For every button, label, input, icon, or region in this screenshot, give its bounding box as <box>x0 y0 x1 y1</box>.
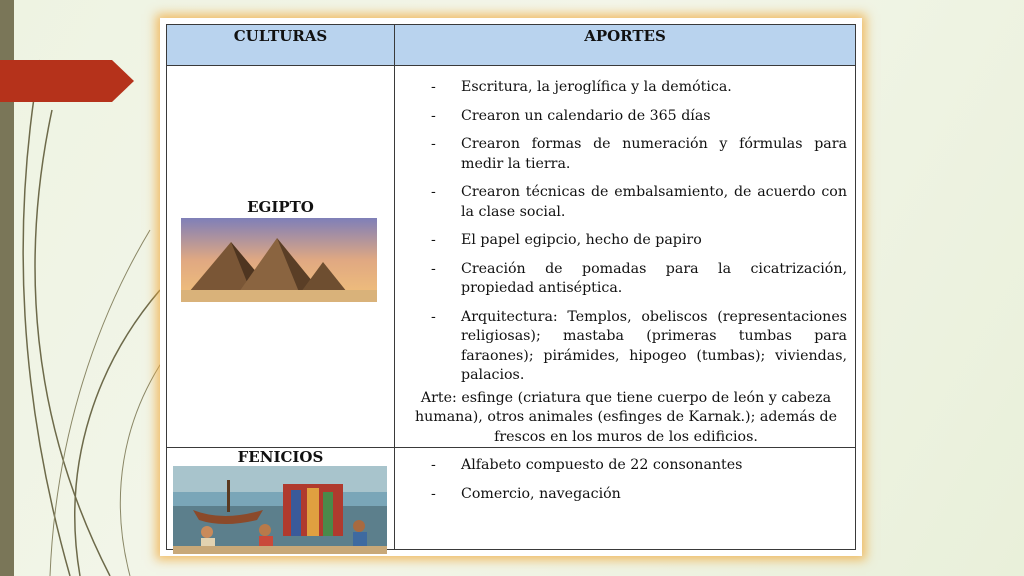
list-item: - Alfabeto compuesto de 22 consonantes <box>431 457 743 473</box>
table-card <box>160 18 862 556</box>
culture-name: FENICIOS <box>237 448 324 466</box>
pyramids-photo <box>181 218 377 302</box>
culture-cell-egipto <box>167 66 395 448</box>
contributions-list <box>395 66 855 386</box>
table-row-egipto <box>167 66 856 448</box>
cultures-table <box>166 24 856 550</box>
contributions-cell-fenicios <box>395 448 856 550</box>
list-item: - Creación de pomadas para la cicatrización, propiedad antiséptica. <box>431 260 847 296</box>
list-item: - Comercio, navegación <box>431 485 621 502</box>
phoenician-harbor-painting <box>173 466 387 554</box>
header-culturas: CULTURAS <box>167 25 395 66</box>
slide-arrow-marker <box>0 60 134 102</box>
list-item: - Arquitectura: Templos, obeliscos (representaciones religiosas); mastaba (primeras tumbas para faraones); pirámides, hipogeo (tumbas); viviendas, palacios. <box>431 308 847 383</box>
table-row-fenicios <box>167 448 856 550</box>
list-item: - Escritura, la jeroglífica y la demótica. <box>431 79 732 95</box>
table-header-row <box>167 25 856 66</box>
contributions-list <box>395 448 855 504</box>
contributions-cell-egipto <box>395 66 856 448</box>
list-item: - El papel egipcio, hecho de papiro <box>431 232 702 248</box>
culture-name: EGIPTO <box>247 198 314 216</box>
art-note: Arte: esfinge (criatura que tiene cuerpo de león y cabeza humana), otros animales (esfinges de Karnak.); además de frescos en los muros de los edificios. <box>414 389 838 445</box>
header-aportes: APORTES <box>395 25 856 66</box>
list-item: - Crearon técnicas de embalsamiento, de acuerdo con la clase social. <box>431 184 847 220</box>
culture-cell-fenicios <box>167 448 395 550</box>
list-item: - Crearon formas de numeración y fórmulas para medir la tierra. <box>431 136 847 172</box>
list-item: - Crearon un calendario de 365 días <box>431 107 711 124</box>
